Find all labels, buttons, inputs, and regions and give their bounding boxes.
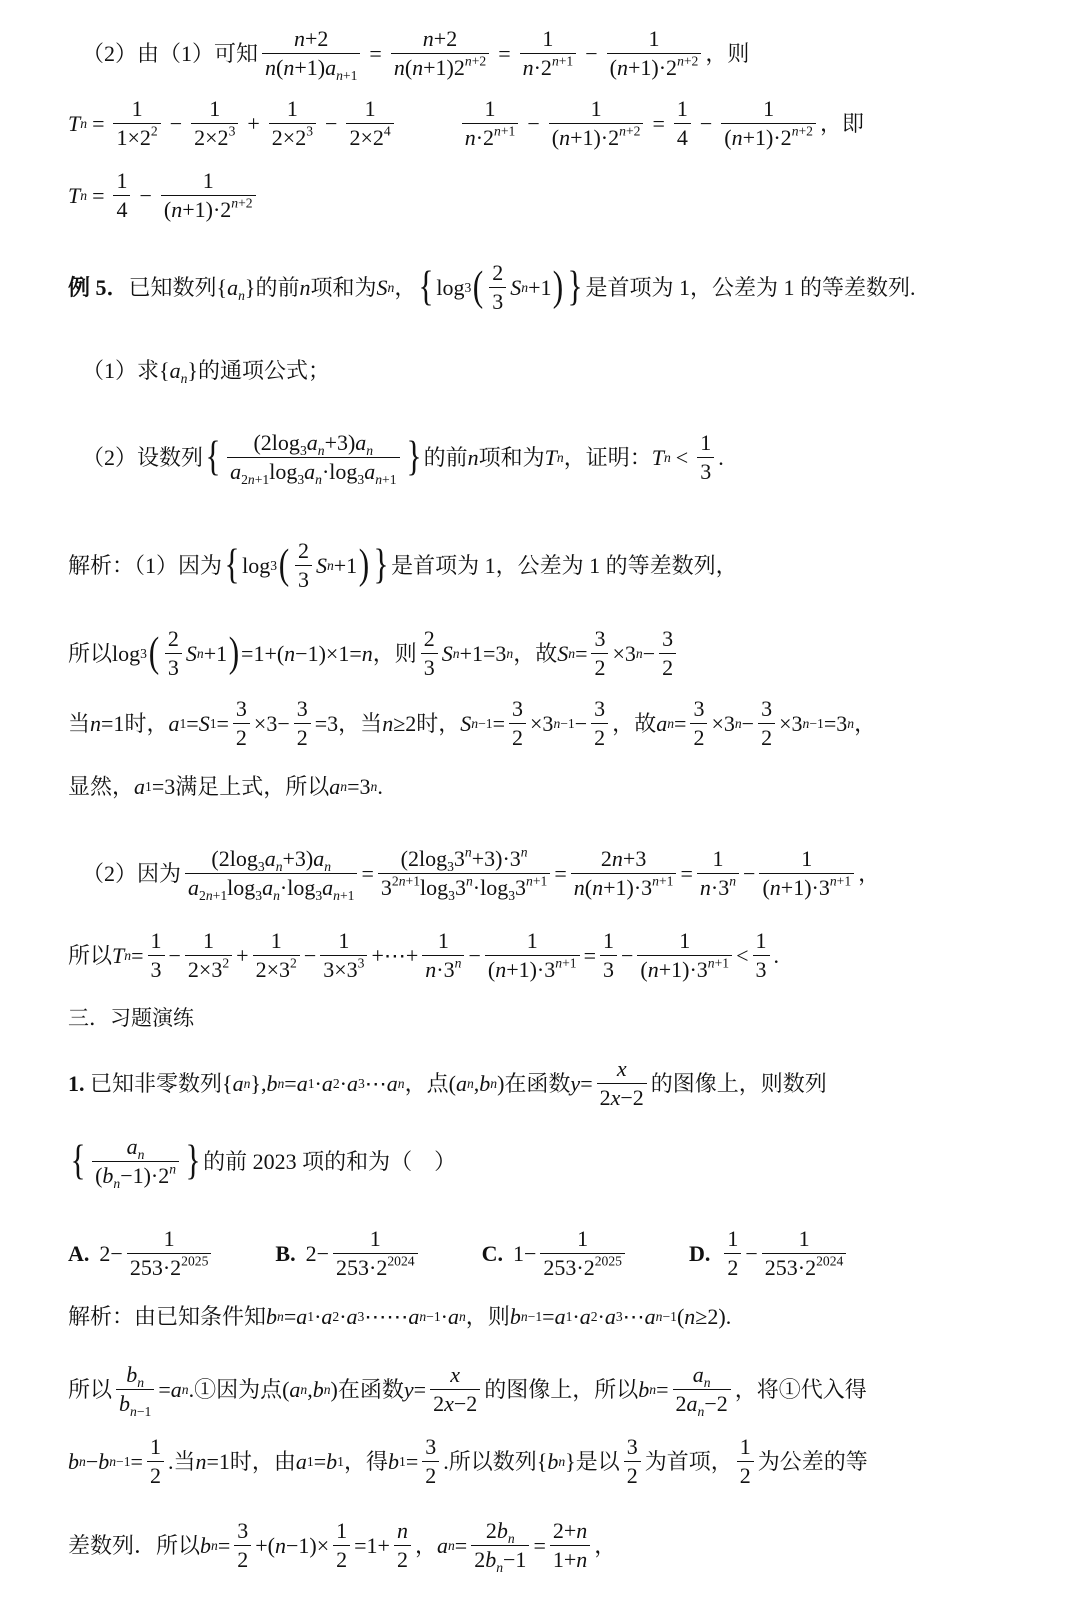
problem1-solution-2: 所以 $\frac{b_n}{b_{n-1}}$ = a n . ①因为点 ( a n , b n ) 在函数 y = $\frac{x}{2x-2}$ 的图像上，所以 b n = $\frac{a_n}{2a_n-2}$ ， 将①代入得 xyxy=(68,1362,867,1419)
problem1-sequence: { $\frac{a_n}{(b_n-1)\cdot 2^n}$ } 的前 2023 项的和为（ ） xyxy=(70,1134,457,1191)
example5-q2: （2）设数列 { $\frac{(2\log_3a_n+3)a_n}{a_{2n+1}\log_3a_n\cdot\log_3a_{n+1}}$ } 的前 n 项和为 T n ，证明： T n < $\frac{1}{3}$ . xyxy=(82,430,724,487)
solution-check: 显然， a 1 =3 满足上式，所以 a n =3 n . xyxy=(68,774,383,799)
option-d[interactable]: D. $\frac{1}{2}$ − $\frac{1}{253\cdot 2^{2024}}$ xyxy=(689,1228,850,1279)
line-part2-intro: （2）由（1）可知 $\frac{n+2}{n(n+1)a_{n+1}}$ = $\frac{n+2}{n(n+1)2^{n+2}}$ = $\frac{1}{n\cdot 2^{n+1}}$ − $\frac{1}{(n+1)\cdot 2^{n+2}}$ ，则 xyxy=(82,26,750,83)
solution-an: 当 n =1 时， a 1 = S 1 = $\frac{3}{2}$ ×3− $\frac{3}{2}$ =3， 当 n ≥2 时， S n−1 = $\frac{3}{2}$ ×3 n−1 − $\frac{3}{2}$ ， 故 a n = $\frac{3}{2}$ ×3 n − $\frac{3}{2}$ ×3 n−1 =3 n ， xyxy=(68,696,877,750)
solution-tn: 所以 T n = $\frac{1}{3}$ − $\frac{1}{2\times 3^2}$ + $\frac{1}{2\times 3^2}$ − $\frac{1}{3\times 3^3}$ +⋯+ $\frac{1}{n\cdot 3^n}$ − $\frac{1}{(n+1)\cdot 3^{n+1}}$ = $\frac{1}{3}$ − $\frac{1}{(n+1)\cdot 3^{n+1}}$ < $\frac{1}{3}$ . xyxy=(68,928,780,982)
example5-q1: （1）求 $\{a_n\}$ 的通项公式； xyxy=(82,358,330,386)
problem1-solution-3: b n − b n−1 = $\frac{1}{2}$ . 当 n =1 时，由 a 1 = b 1 ， 得 b 1 = $\frac{3}{2}$ . 所以数列 { b n } 是以 $\frac{3}{2}$ 为首项， $\frac{1}{2}$ 为公差的等 xyxy=(68,1434,868,1488)
line-tn-sum: T n = $\frac{1}{1\times 2^2}$ − $\frac{1}{2\times 2^3}$ + $\frac{1}{2\times 2^3}$ − $\frac{1}{2\times 2^4}$ $\frac{1}{n\cdot 2^{n+1}}$ − $\frac{1}{(n+1)\cdot 2^{n+2}}$ = $\frac{1}{4}$ − $\frac{1}{(n+1)\cdot 2^{n+2}}$ ，即 xyxy=(68,96,865,150)
problem1-options xyxy=(68,1228,1050,1279)
option-a[interactable]: A. 2− $\frac{1}{253\cdot 2^{2025}}$ xyxy=(68,1228,215,1279)
option-b[interactable]: B. 2− $\frac{1}{253\cdot 2^{2024}}$ xyxy=(275,1228,421,1279)
solution-sn: 所以 log 3 ( $\frac{2}{3}$ S n +1 ) =1+( n −1)×1= n ， 则 $\frac{2}{3}$ S n +1=3 n ， 故 S n = $\frac{3}{2}$ ×3 n − $\frac{3}{2}$ xyxy=(68,628,1050,679)
section-heading: 三．习题演练 xyxy=(68,1006,194,1030)
problem1-statement: 1. 已知非零数列 { a n }, b n = a 1 · a 2 · a 3 ⋯ a n ， 点 ( a n , b n ) 在函数 y = $\frac{x}{2x-2}$ 的图像上，则数列 xyxy=(68,1056,827,1110)
solution-part2: （2）因为 $\frac{(2\log_3a_n+3)a_n}{a_{2n+1}\log_3a_n\cdot\log_3a_{n+1}}$ = $\frac{(2\log_33^n+3)\cdot 3^n}{3^{2n+1}\log_33^n\cdot\log_33^{n+1}}$ = $\frac{2n+3}{n(n+1)\cdot 3^{n+1}}$ = $\frac{1}{n\cdot 3^n}$ − $\frac{1}{(n+1)\cdot 3^{n+1}}$ ， xyxy=(82,844,881,903)
problem1-solution-4: 差数列．所以 b n = $\frac{3}{2}$ +( n −1)× $\frac{1}{2}$ =1+ $\frac{n}{2}$ ， a n = $\frac{2b_n}{2b_n-1}$ = $\frac{2+n}{1+n}$ ， xyxy=(68,1518,617,1575)
example5-statement: 例 5． 已知数列 $\{a_n\}$ 的前 n 项和为 S n ， { log 3 ( $\frac{2}{3}$ S n +1 ) } 是首项为 1，公差为 1 的等差数列. xyxy=(68,260,916,314)
problem1-solution-1: 解析：由已知条件知 b n = a 1 · a 2 · a 3 ⋯⋯ a n−1 · a n ， 则 b n−1 = a 1 · a 2 · a 3 ⋯ a n−1 ( n ≥2). xyxy=(68,1304,732,1329)
option-c[interactable]: C. 1− $\frac{1}{253\cdot 2^{2025}}$ xyxy=(482,1228,629,1279)
line-tn-result: T n = $\frac{1}{4}$ − $\frac{1}{(n+1)\cdot 2^{n+2}}$ xyxy=(68,170,1050,221)
solution-part1: 解析：（1）因为 { log 3 ( $\frac{2}{3}$ S n +1 ) } 是首项为 1，公差为 1 的等差数列， xyxy=(68,538,738,592)
